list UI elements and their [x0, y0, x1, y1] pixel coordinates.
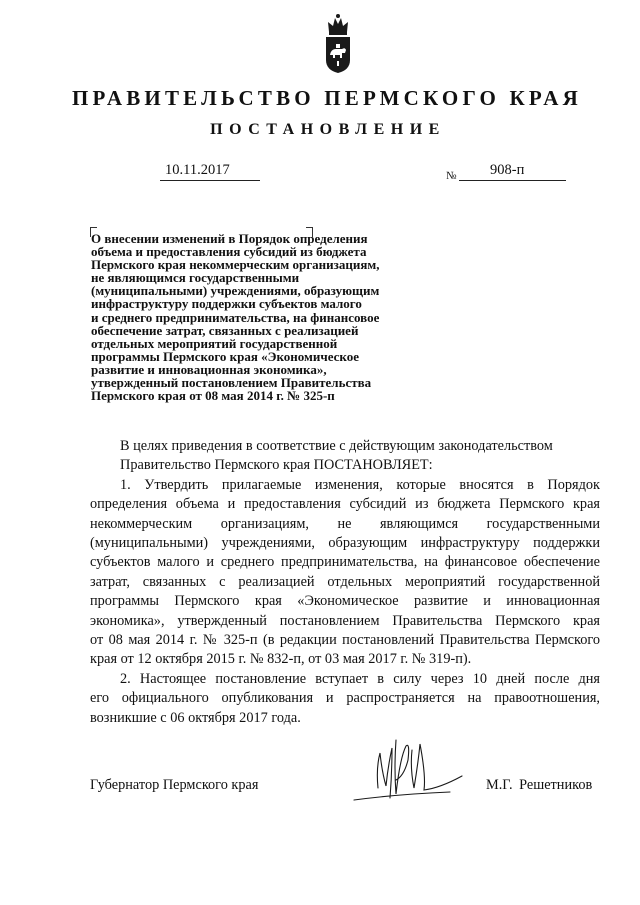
number-sign: №: [446, 170, 457, 182]
signer-position: Губернатор Пермского края: [90, 777, 259, 793]
government-title: ПРАВИТЕЛЬСТВО ПЕРМСКОГО КРАЯ: [71, 86, 582, 110]
subject-line: объема и предоставления субсидий из бюджета: [91, 244, 367, 260]
subject-line: Пермского края от 08 мая 2014 г. № 325-п: [91, 388, 335, 404]
body-line: субъектов малого и среднего предпринимательства, на финансовое обеспечение: [90, 554, 600, 571]
subject-line: не являющимся государственными: [91, 270, 300, 286]
document-body: [90, 437, 600, 728]
subject-line: развитие и инновационная экономика»,: [91, 361, 327, 377]
body-line: экономика», утвержденный постановлением Правительства Пермского края: [90, 612, 600, 629]
subject-line: отдельных мероприятий государственной: [91, 335, 338, 351]
body-line: некоммерческим организациям, не являющимся государственными: [90, 515, 600, 532]
body-line: края от 12 октября 2015 г. № 832-п, от 03 мая 2017 г. № 319-п).: [90, 651, 472, 668]
body-line: 2. Настоящее постановление вступает в силу через 10 дней после дня: [120, 670, 600, 687]
body-line: В целях приведения в соответствие с действующим законодательством: [120, 438, 553, 454]
document-type: ПОСТАНОВЛЕНИЕ: [210, 121, 446, 138]
signer-name: М.Г. Решетников: [486, 777, 593, 793]
subject-line: Пермского края некоммерческим организациям,: [91, 257, 380, 273]
body-line: возникшие с 06 октября 2017 года.: [90, 709, 301, 726]
handwritten-signature: [340, 728, 470, 813]
body-line: его официального опубликования и распространяется на правоотношения,: [90, 690, 600, 707]
body-line: программы Пермского края «Экономическое развитие и инновационная: [90, 593, 600, 610]
coat-of-arms-icon: [325, 12, 351, 74]
body-line: 1. Утвердить прилагаемые изменения, которые вносятся в Порядок: [120, 476, 600, 493]
date-underline: [160, 180, 260, 181]
subject-line: (муниципальными) учреждениями, образующим: [91, 283, 380, 299]
body-line: от 08 мая 2014 г. № 325-п (в редакции постановлений Правительства Пермского: [90, 632, 600, 649]
subject-line: О внесении изменений в Порядок определения: [91, 231, 368, 246]
body-line: (муниципальными) учреждениями, образующим инфраструктуру поддержки: [90, 535, 600, 552]
subject-line: инфраструктуру поддержки субъектов малого: [91, 296, 362, 312]
subject-line: и среднего предпринимательства, на финансовое: [91, 309, 380, 325]
body-line: определения объема и предоставления субсидий из бюджета Пермского края: [90, 496, 600, 513]
body-line: Правительство Пермского края ПОСТАНОВЛЯЕТ:: [120, 457, 433, 474]
document-subject: [91, 232, 451, 402]
subject-line: программы Пермского края «Экономическое: [91, 348, 359, 364]
document-number: 908-п: [490, 162, 525, 178]
subject-line: утвержденный постановлением Правительства: [91, 375, 372, 391]
subject-line: обеспечение затрат, связанных с реализацией: [91, 322, 359, 338]
body-line: затрат, связанных с реализацией отдельных мероприятий государственной: [90, 573, 600, 590]
document-date: 10.11.2017: [165, 162, 230, 178]
number-underline: [459, 180, 566, 181]
